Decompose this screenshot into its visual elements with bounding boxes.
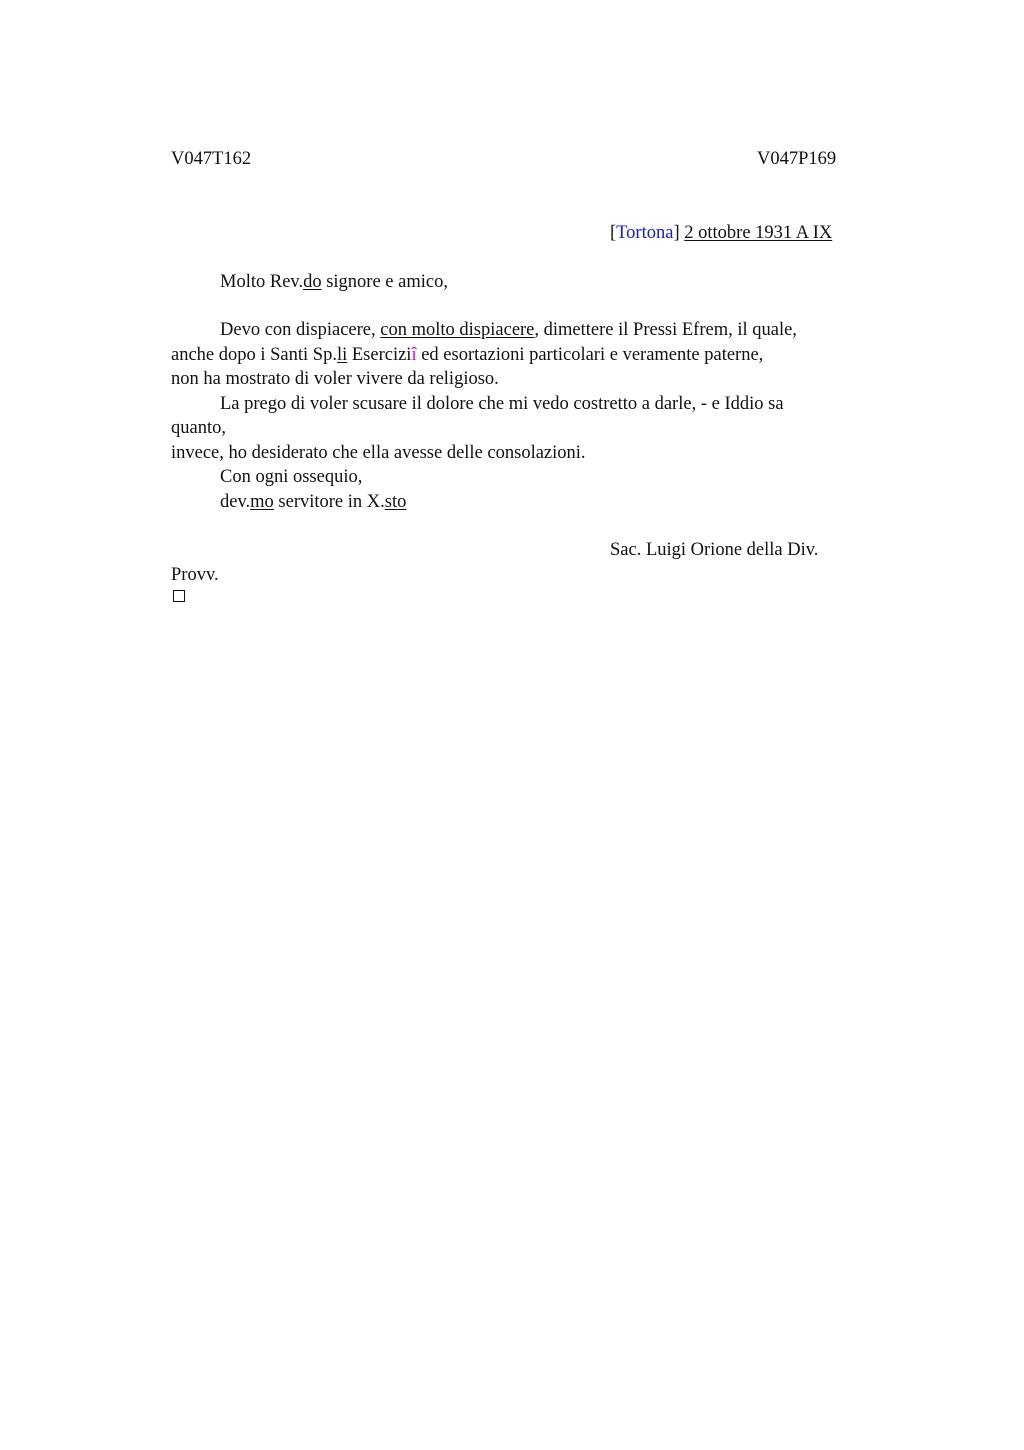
salutation [220, 273, 448, 292]
open-bracket: [ [610, 223, 617, 243]
dateline [610, 224, 832, 243]
devoted-servant-line [220, 493, 406, 512]
salutation-abbreviation: do [303, 272, 322, 292]
salutation-text: Molto Rev. [220, 272, 304, 292]
text-run: ed esortazioni particolari e veramente paterne, [416, 345, 764, 365]
underlined-phrase: con molto dispiacere [380, 320, 535, 340]
text-run: anche dopo i Santi Sp. [171, 345, 337, 365]
text-run: Devo con dispiacere, [220, 320, 381, 340]
signature-line-1: Sac. Luigi Orione della Div. [610, 540, 819, 560]
closing-line: Con ogni ossequio, [220, 467, 363, 487]
left-archive-code: V047T162 [171, 149, 252, 169]
right-archive-code: V047P169 [757, 149, 837, 169]
body-line-3: non ha mostrato di voler vivere da religioso. [171, 369, 499, 389]
letter-date: 2 ottobre 1931 A IX [684, 223, 833, 243]
body-line-1 [220, 321, 797, 340]
text-run: servitore in X. [273, 492, 385, 512]
underlined-abbreviation: li [336, 345, 348, 365]
editorial-mark: î [411, 345, 417, 365]
underlined-abbreviation: mo [250, 492, 274, 512]
body-line-4: La prego di voler scusare il dolore che mi vedo costretto a darle, - e Iddio sa [220, 394, 784, 414]
underlined-abbreviation: sto [384, 492, 407, 512]
body-line-6: invece, ho desiderato che ella avesse delle consolazioni. [171, 443, 586, 463]
body-line-2 [171, 346, 763, 365]
signature-line-2: Provv. [171, 565, 219, 585]
text-run: Esercizi [347, 345, 412, 365]
text-run: , dimettere il Pressi Efrem, il quale, [534, 320, 797, 340]
text-run: dev. [220, 492, 251, 512]
body-line-5: quanto, [171, 418, 226, 438]
place-name: Tortona [616, 223, 674, 243]
close-bracket: ] [673, 223, 680, 243]
empty-square-icon [173, 590, 185, 602]
salutation-text-end: signore e amico, [321, 272, 448, 292]
